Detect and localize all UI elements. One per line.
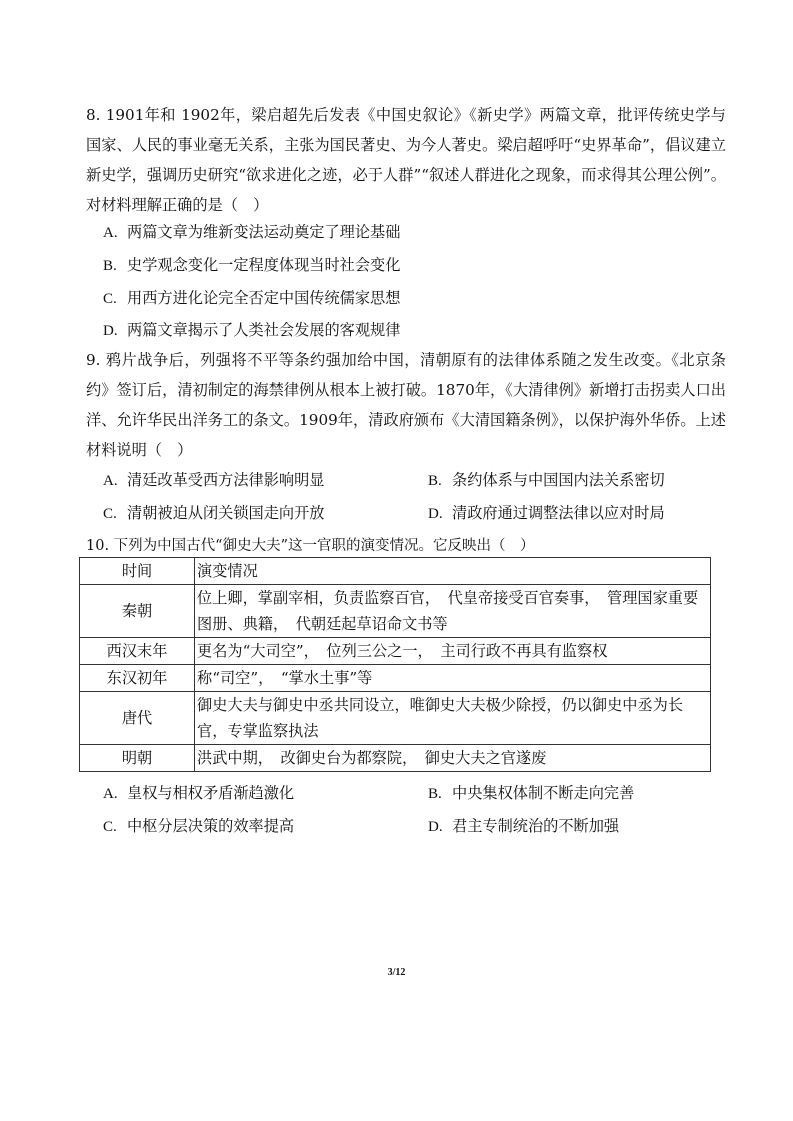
table-header-row — [80, 558, 711, 585]
option-text: 清政府通过调整法律以应对时局 — [452, 504, 665, 522]
table-cell-period: 西汉末年 — [80, 638, 195, 665]
page-number: 3/12 — [387, 967, 406, 978]
table-row — [80, 692, 711, 745]
question-8-stem — [86, 100, 726, 220]
official-evolution-table — [79, 557, 711, 772]
table-row — [80, 745, 711, 772]
table-header-cell: 演变情况 — [195, 558, 711, 585]
option-letter: C. — [103, 506, 117, 522]
option-text: 用西方进化论完全否定中国传统儒家思想 — [127, 289, 401, 307]
option-letter: D. — [428, 819, 443, 835]
table-cell-period: 唐代 — [80, 692, 195, 745]
question-8-option-b — [103, 255, 400, 276]
question-10-option-a — [103, 783, 294, 804]
option-letter: D. — [103, 323, 118, 339]
option-letter: B. — [428, 473, 442, 489]
option-text: 清廷改革受西方法律影响明显 — [127, 471, 325, 489]
question-9-option-d — [428, 503, 665, 524]
question-10-option-b — [428, 783, 634, 804]
question-9-stem — [86, 345, 726, 465]
table-cell-detail: 更名为“大司空”， 位列三公之一， 主司行政不再具有监察权 — [195, 638, 711, 665]
table-cell-period: 东汉初年 — [80, 665, 195, 692]
option-letter: B. — [103, 258, 117, 274]
question-10-stem — [86, 536, 535, 556]
table-header-cell: 时间 — [80, 558, 195, 585]
question-8-option-d — [103, 320, 400, 341]
option-text: 两篇文章揭示了人类社会发展的客观规律 — [127, 321, 401, 339]
option-letter: B. — [428, 786, 442, 802]
table-row — [80, 585, 711, 638]
option-letter: D. — [428, 506, 443, 522]
table-cell-period: 秦朝 — [80, 585, 195, 638]
table-row — [80, 638, 711, 665]
question-9-option-a — [103, 470, 324, 491]
question-8-option-c — [103, 288, 400, 309]
question-10-option-d — [428, 816, 619, 837]
question-8-option-a — [103, 222, 400, 243]
table-row — [80, 665, 711, 692]
option-letter: C. — [103, 291, 117, 307]
option-letter: C. — [103, 819, 117, 835]
table-cell-detail: 位上卿，掌副宰相，负责监察百官， 代皇帝接受百官奏事， 管理国家重要图册、典籍， 代朝廷起草诏命文书等 — [195, 585, 711, 638]
option-text: 史学观念变化一定程度体现当时社会变化 — [127, 256, 401, 274]
question-9-option-c — [103, 503, 324, 524]
option-text: 清朝被迫从闭关锁国走向开放 — [127, 504, 325, 522]
option-text: 皇权与相权矛盾渐趋激化 — [127, 784, 295, 802]
option-letter: A. — [103, 786, 118, 802]
table-cell-detail: 御史大夫与御史中丞共同设立，唯御史大夫极少除授，仍以御史中丞为长官，专掌监察执法 — [195, 692, 711, 745]
option-text: 条约体系与中国国内法关系密切 — [452, 471, 665, 489]
question-8-text: 8. 1901年和 1902年，梁启超先后发表《中国史叙论》《新史学》两篇文章，批评传统史学与国家、人民的事业毫无关系，主张为国民著史、为今人著史。梁启超呼吁“史界革命”，倡议建立新史学，强调历史研究“欲求进化之迹，必于人群”“叙述人群进化之现象，而求得其公理公例”。对材料理解正确的是（ ） — [86, 106, 726, 214]
option-text: 君主专制统治的不断加强 — [452, 817, 620, 835]
question-9-text: 9. 鸦片战争后，列强将不平等条约强加给中国，清朝原有的法律体系随之发生改变。《北京条约》签订后，清初制定的海禁律例从根本上被打破。1870年，《大清律例》新增打击拐卖人口出洋、允许华民出洋务工的条文。1909年，清政府颁布《大清国籍条例》，以保护海外华侨。上述材料说明（ ） — [86, 351, 726, 459]
option-letter: A. — [103, 225, 118, 241]
table-cell-period: 明朝 — [80, 745, 195, 772]
option-text: 两篇文章为维新变法运动奠定了理论基础 — [127, 223, 401, 241]
question-9-option-b — [428, 470, 665, 491]
option-letter: A. — [103, 473, 118, 489]
option-text: 中枢分层决策的效率提高 — [127, 817, 295, 835]
option-text: 中央集权体制不断走向完善 — [452, 784, 635, 802]
table-cell-detail: 洪武中期， 改御史台为都察院， 御史大夫之官遂废 — [195, 745, 711, 772]
question-10-text: 10. 下列为中国古代“御史大夫”这一官职的演变情况。它反映出（ ） — [86, 538, 535, 554]
table-cell-detail: 称“司空”， “掌水土事”等 — [195, 665, 711, 692]
question-10-option-c — [103, 816, 294, 837]
